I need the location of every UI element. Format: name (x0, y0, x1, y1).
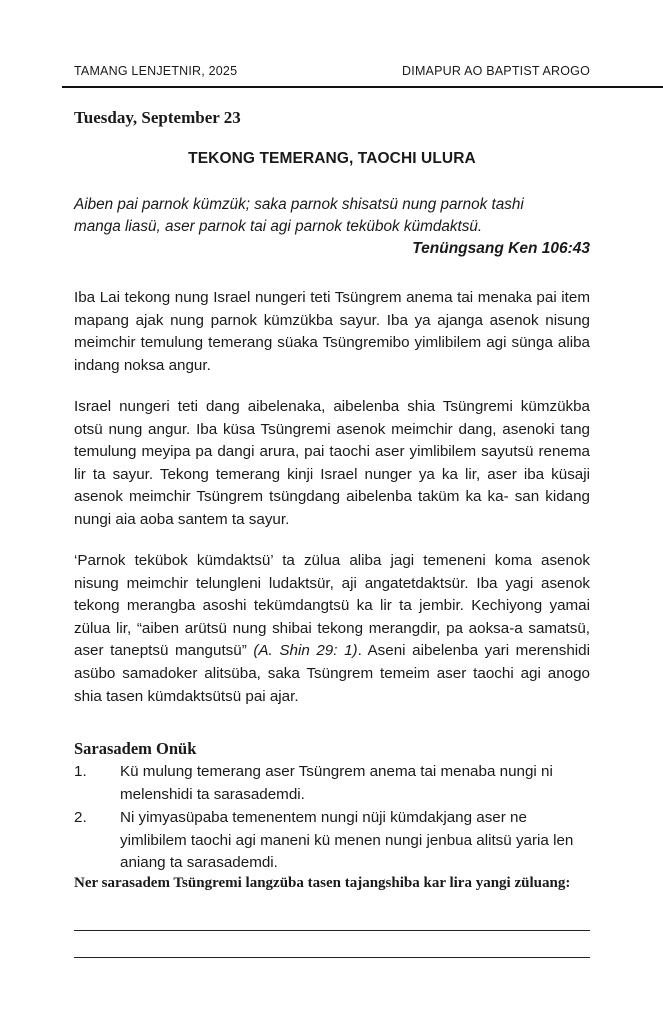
list-item-text: Ni yimyasüpaba temenentem nungi nüji kümdakjang aser ne yimlibilem taochi agi maneni kü menen nungi jenbua alitsü yaria len aniang ta sarasademdi. (120, 809, 574, 872)
header-publication-title: TAMANG LENJETNIR, 2025 (74, 64, 238, 78)
answer-line-1[interactable] (74, 930, 590, 931)
list-item-number: 2. (74, 809, 87, 827)
body-paragraph-1: Iba Lai tekong nung Israel nungeri teti Tsüngrem anema tai menaka pai item mapang ajak nung parnok kümzükba sayur. Iba ya ajanga asenok nisung meimchir temulung temerang süaka Tsüngremibo yimlibilem agi sünga aliba indang noksa angur. (74, 289, 590, 374)
paragraph-3-text-end: . Aseni aibelenba yari merenshidi asübo samadoker alitsüba, saka Tsüngrem temeim aser taochi agi anogo shia tasen kümdaktsütsü pai ajar. (74, 642, 590, 705)
running-header (74, 64, 590, 84)
body-paragraph-2: Israel nungeri teti dang aibelenaka, aibelenba shia Tsüngremi kümzükba otsü nung angur. Iba küsa Tsüngremi asenok meimchir dang, asenoki tang temulung meyipa pa dangi arura, pai taochi aser yimlibilem sayutsü renema lir ta sayur. Tekong temerang kinji Israel nunger ya ka lir, aser iba küsaji asenok meimchir Tsüngrem tsüngdang aibelenba taküm ka ka- san kidang nungi aia aoba santem ta sayur. (74, 398, 590, 528)
entry-date: Tuesday, September 23 (74, 108, 241, 127)
list-item (74, 761, 590, 806)
list-item-text: Kü mulung temerang aser Tsüngrem anema tai menaba nungi ni melenshidi ta sarasademdi. (120, 763, 553, 803)
body-paragraph-3 (74, 550, 590, 708)
entry-title: TEKONG TEMERANG, TAOCHI ULURA (188, 150, 476, 167)
reflection-heading: Sarasadem Onük (74, 739, 197, 758)
reflection-list (74, 761, 590, 875)
inline-citation: (A. Shin 29: 1) (253, 642, 358, 660)
verse-reference: Tenüngsang Ken 106:43 (412, 240, 590, 257)
paragraph-3-text: ‘Parnok tekübok kümdaktsü’ ta zülua aliba jagi temeneni koma asenok nisung meimchir telungleni ludaktsür, aji angatetdaktsür. Iba yagi asenok tekong merangba asoshi tekümdangtsü ka lir ta jembir. Kechiyong yamai zülua lir, “aiben arütsü nung shibai tekong merangdir, pa aoksa-a samatsü, aser taneptsü mangutsü” (74, 552, 590, 660)
answer-line-2[interactable] (74, 957, 590, 958)
scripture-verse (74, 194, 590, 238)
header-publisher: DIMAPUR AO BAPTIST AROGO (402, 64, 590, 78)
list-item (74, 807, 590, 875)
verse-line-1: Aiben pai parnok kümzük; saka parnok shisatsü nung parnok tashi (74, 196, 524, 213)
verse-line-2: manga liasü, aser parnok tai agi parnok tekübok kümdaktsü. (74, 218, 483, 235)
header-divider (62, 86, 663, 88)
list-item-number: 1. (74, 763, 87, 780)
writing-prompt: Ner sarasadem Tsüngremi langzüba tasen tajangshiba kar lira yangi züluang: (74, 875, 571, 891)
